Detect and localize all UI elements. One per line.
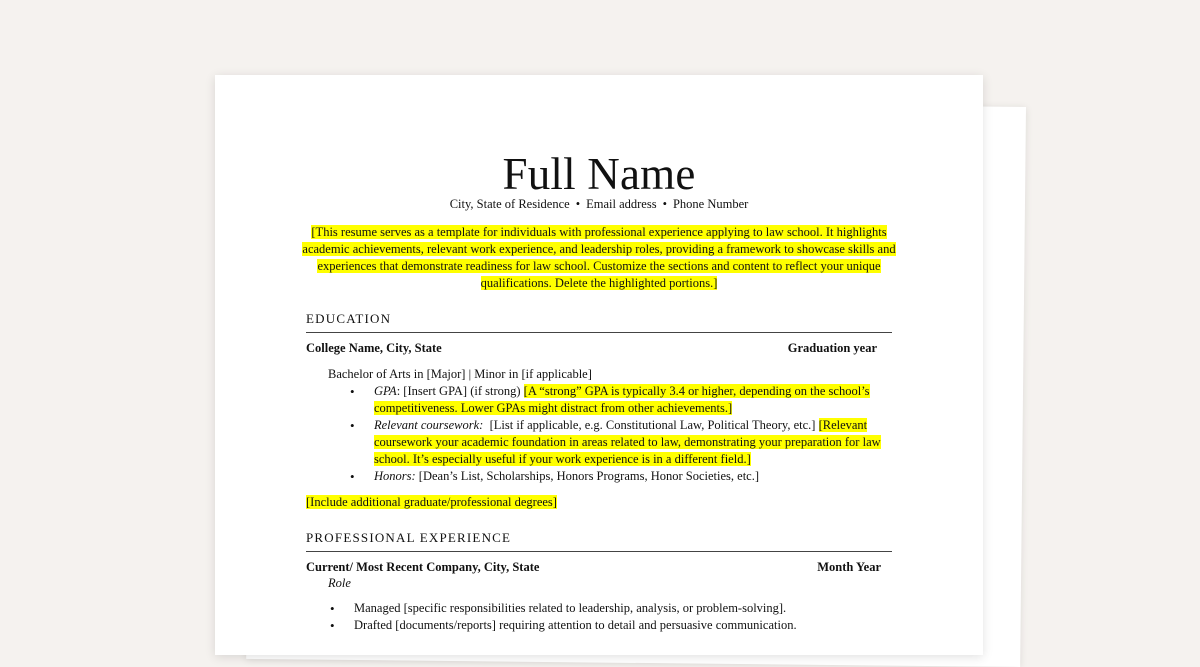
contact-separator: •	[662, 197, 667, 211]
bullet-label: GPA	[374, 384, 397, 398]
experience-date: Month Year	[817, 560, 881, 574]
intro-note-text: [This resume serves as a template for individuals with professional experience applying to law school. It highlights academic achievements, relevant work experience, and leadership roles, providing a framework to showcase skills and experiences that demonstrate readiness for law school. Customize the sections and content to reflect your unique qualifications. Delete the highlighted portions.]	[302, 225, 896, 290]
contact-line	[215, 196, 983, 212]
phone-text: Phone Number	[672, 197, 749, 211]
bullet-dot: •	[350, 384, 355, 399]
list-item	[345, 468, 890, 485]
bullet-label: Relevant coursework:	[374, 418, 484, 432]
education-degree: Bachelor of Arts in [Major] | Minor in [if applicable]	[328, 367, 592, 381]
bullet-text: [Insert GPA] (if strong)	[400, 384, 524, 398]
city-state-text: City, State of Residence	[449, 197, 570, 211]
experience-section-title: PROFESSIONAL EXPERIENCE	[306, 530, 512, 545]
bullet-text: [List if applicable, e.g. Constitutional Law, Political Theory, etc.]	[483, 418, 819, 432]
email-text: Email address	[586, 197, 657, 211]
bullet-dot: •	[350, 469, 355, 484]
full-name-heading: Full Name	[502, 149, 696, 199]
resume-page	[215, 75, 983, 655]
experience-divider	[306, 551, 892, 552]
bullet-text: [Dean’s List, Scholarships, Honors Programs, Honor Societies, etc.]	[415, 469, 760, 483]
contact-separator: •	[575, 197, 581, 211]
list-item	[325, 600, 885, 617]
experience-company: Current/ Most Recent Company, City, State	[306, 560, 540, 574]
bullet-note: [A “strong” GPA is typically 3.4 or higher, depending on the school’s competitiveness. Lower GPAs might distract from other achievements.]	[374, 384, 870, 415]
intro-note	[301, 224, 897, 292]
bullet-label-suffix: :	[396, 384, 401, 398]
list-item	[325, 617, 885, 634]
list-item	[345, 383, 890, 417]
education-section-title: EDUCATION	[306, 311, 392, 326]
bullet-text: Managed [specific responsibilities related to leadership, analysis, or problem-solving].	[354, 601, 787, 615]
experience-bullets	[325, 600, 885, 634]
additional-degrees-note	[306, 494, 557, 510]
bullet-dot: •	[330, 618, 335, 633]
education-bullets	[345, 383, 890, 485]
list-item	[345, 417, 890, 468]
bullet-dot: •	[330, 601, 335, 616]
experience-role: Role	[328, 576, 351, 590]
education-divider	[306, 332, 892, 333]
bullet-note: [Relevant coursework your academic foundation in areas related to law, demonstrating your preparation for law school. It’s especially useful if your work experience is in a different field.]	[374, 418, 881, 466]
education-date: Graduation year	[787, 341, 877, 355]
bullet-text: Drafted [documents/reports] requiring attention to detail and persuasive communication.	[354, 618, 797, 632]
additional-degrees-text: [Include additional graduate/professional degrees]	[306, 495, 557, 509]
education-school: College Name, City, State	[306, 341, 442, 355]
bullet-label: Honors:	[374, 469, 416, 483]
bullet-dot: •	[350, 418, 355, 433]
